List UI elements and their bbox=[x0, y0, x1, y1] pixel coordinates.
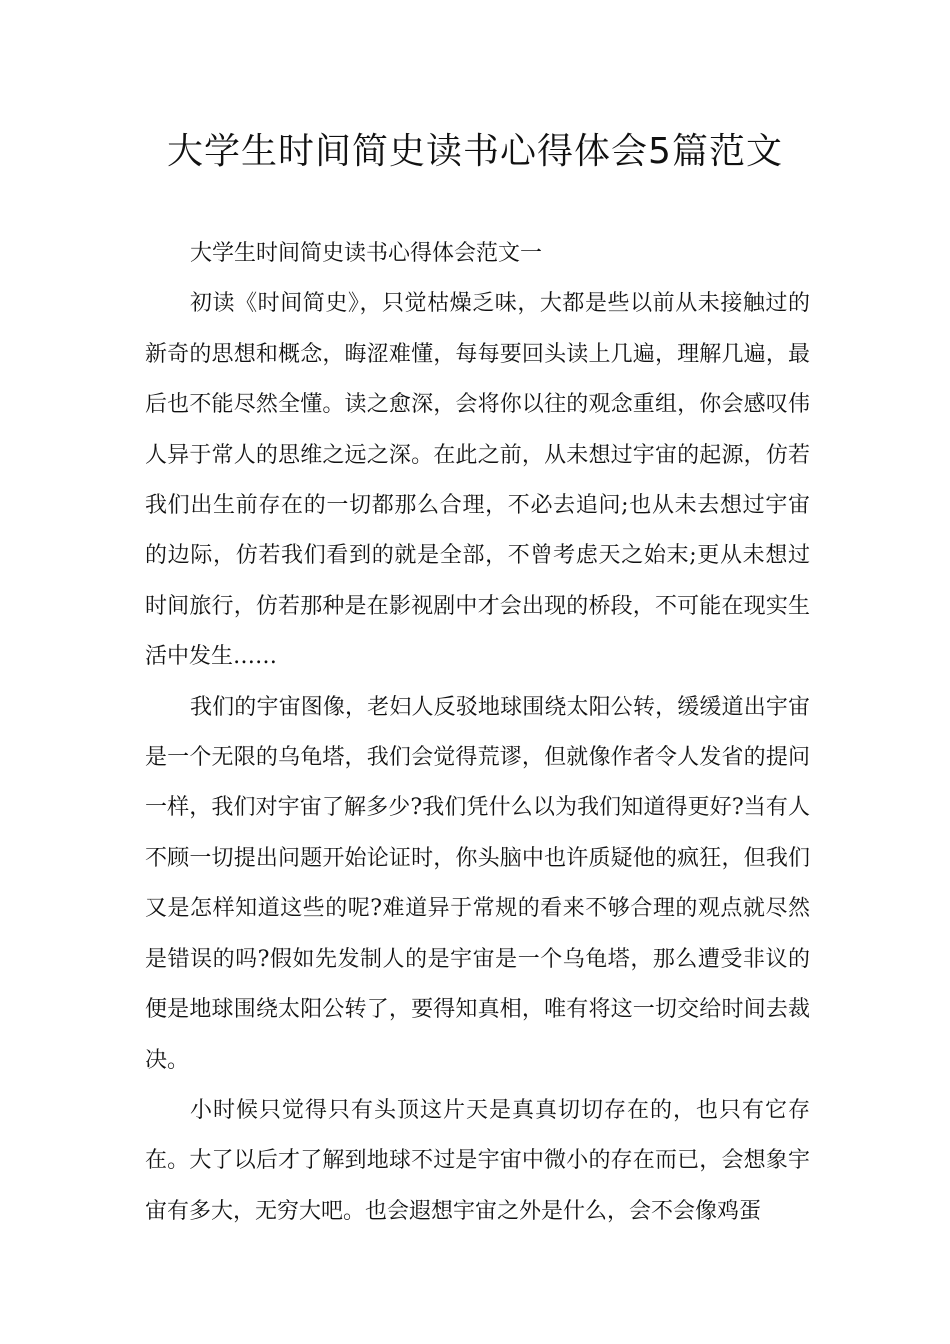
body-paragraph: 小时候只觉得只有头顶这片天是真真切切存在的，也只有它存在。大了以后才了解到地球不过是宇宙中微小的存在而已，会想象宇宙有多大，无穷大吧。也会遐想宇宙之外是什么，会不会像鸡蛋 bbox=[145, 1097, 810, 1224]
document-body bbox=[145, 229, 810, 1237]
document-title: 大学生时间简史读书心得体会5篇范文 bbox=[167, 131, 783, 172]
body-paragraph: 我们的宇宙图像，老妇人反驳地球围绕太阳公转，缓缓道出宇宙是一个无限的乌龟塔，我们会觉得荒谬，但就像作者令人发省的提问一样，我们对宇宙了解多少?我们凭什么以为我们知道得更好?当有人不顾一切提出问题开始论证时，你头脑中也许质疑他的疯狂，但我们又是怎样知道这些的呢?难道异于常规的看来不够合理的观点就尽然是错误的吗?假如先发制人的是宇宙是一个乌龟塔，那么遭受非议的便是地球围绕太阳公转了，要得知真相，唯有将这一切交给时间去裁决。 bbox=[145, 694, 810, 1073]
body-paragraph: 初读《时间简史》，只觉枯燥乏味，大都是些以前从未接触过的新奇的思想和概念，晦涩难懂，每每要回头读上几遍，理解几遍，最后也不能尽然全懂。读之愈深，会将你以往的观念重组，你会感叹伟人异于常人的思维之远之深。在此之前，从未想过宇宙的起源，仿若我们出生前存在的一切都那么合理，不必去追问;也从未去想过宇宙的边际，仿若我们看到的就是全部，不曾考虑天之始末;更从未想过时间旅行，仿若那种是在影视剧中才会出现的桥段，不可能在现实生活中发生…… bbox=[145, 291, 810, 670]
section-heading: 大学生时间简史读书心得体会范文一 bbox=[190, 241, 543, 266]
